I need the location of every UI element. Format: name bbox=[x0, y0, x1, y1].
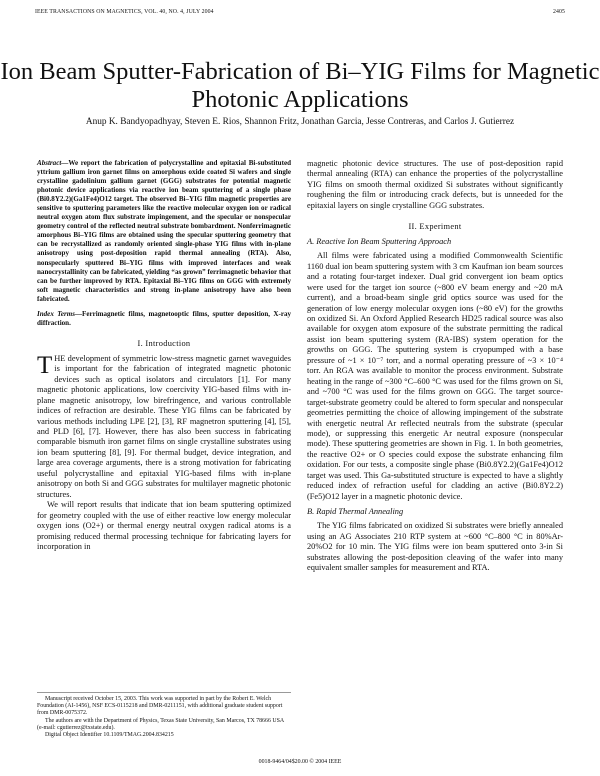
index-terms-text: Ferrimagnetic films, magnetooptic films, sputter deposition, X-ray diffraction. bbox=[37, 309, 291, 327]
index-terms bbox=[37, 310, 291, 328]
experiment-paragraph-a: All films were fabricated using a modified Commonwealth Scientific 1160 dual ion beam sputtering system with 3 cm Kaufman ion beam sources and a rotating four-target indexer. Dual grid convergent ion beam optics were used for the target ion source (~800 eV beam energy and ~20 mA current), and a broad-beam single grid optics source was used for the generation of low energy molecular oxygen ions (~80 eV) for the growths on oxidized Si. An Oxford Applied Research HD25 radical source was also available for oxygen atom exposure of the substrate permitting the radical assist ion beam sputtering system (RA-IBS) system operation for the growths on GGG. The sputtering system is cryopumped with a base pressure of ~1 × 10⁻⁷ torr, and a normal operating pressure of ~3 × 10⁻⁴ torr. An RGA was available to monitor the process environment. Substrate heating in the range of ~300 °C–600 °C was used for the films grown on Si, and ~700 °C was used for the films grown on GGG. The target source-target-substrate geometry could be altered to form specular and nonspecular geometries permitting the choice of allowing impingement of the substrate with energetic neutral Ar reflected neutrals from the substrate (specular mode), or suppressing this energetic Ar neutral exposure (nonspecular mode). These sputtering geometries are shown in Fig. 1. In both geometries, the reactive O2+ or O species could expose the substrate enhancing film oxidation. For our tests, a composite single phase (Bi0.8Y2.2)(Ga1Fe4)O12 target was used. This Ga-substituted structure is expected to have a slightly reduced index of refraction useful for cladding an active (Bi0.8Y2.2)(Fe5)O12 layer in a magnetic photonic device. bbox=[307, 251, 563, 501]
left-column bbox=[37, 159, 291, 552]
footnote-manuscript: Manuscript received October 15, 2003. This work was supported in part by the Robert E. Welch Foundation (AI-1456), NSF ECS-0115218 and DMR-0211151, with additional graduate student support from DMR-0075372. bbox=[37, 696, 283, 717]
index-terms-lead: Index Terms— bbox=[37, 309, 83, 318]
intro-paragraph-1-text: HE development of symmetric low-stress magnetic garnet waveguides is important for the fabrication of integrated magnetic photonic devices such as optical isolators and circulators [1]. For many magnetic photonic applications, low coercivity YIG-based films with in-plane magnetic anisotropy, low birefringence, and various controllable indices of refraction are desirable. These YIG films can be fabricated by various methods including LPE [2], [3], RF magnetron sputtering [4], [5], and PLD [6], [7]. However, there has also been success in fabricating comparable bismuth iron garnet films on single crystalline substrates using ion beam sputtering [8], [9]. For thermal budget, device integration, and large area coverage arguments, there is a strong motivation for fabricating useful polycrystalline and epitaxial YIG-based films with in-plane anisotropy on both Si and GGG substrates for multilayer magnetic photonic structures. bbox=[37, 353, 291, 499]
journal-name: IEEE TRANSACTIONS ON MAGNETICS, VOL. 40, NO. 4, JULY 2004 bbox=[35, 9, 214, 15]
intro-continuation: magnetic photonic device structures. The use of post-deposition rapid thermal annealing (RTA) can enhance the properties of the polycrystalline YIG films on smooth thermal oxidized Si substrates without significantly roughening the film or introducing crack defects, but is unneeded for the epitaxial layers on single crystalline GGG substrates. bbox=[307, 159, 563, 210]
subsection-heading-a: A. Reactive Ion Beam Sputtering Approach bbox=[307, 237, 452, 247]
abstract bbox=[37, 159, 291, 304]
copyright-line: 0018-9464/04$20.00 © 2004 IEEE bbox=[258, 759, 342, 765]
subsection-heading-b: B. Rapid Thermal Annealing bbox=[307, 507, 404, 517]
drop-cap: T bbox=[37, 351, 53, 379]
section-heading-introduction: I. Introduction bbox=[137, 338, 191, 348]
author-list: Anup K. Bandyopadhyay, Steven E. Rios, Shannon Fritz, Jonathan Garcia, Jesse Contreras, and Carlos J. Gutierrez bbox=[85, 117, 515, 127]
running-header bbox=[35, 9, 565, 19]
intro-paragraph-1 bbox=[37, 351, 291, 500]
abstract-text: We report the fabrication of polycrystalline and epitaxial Bi-substituted yttrium gallium iron garnet films on amorphous oxide coated Si wafers and single crystalline gadolinium gallium garnet (GGG) substrates for potential magnetic photonic device applications via reactive ion beam sputtering of a single phase (Bi0.8Y2.2)(Ga1Fe4)O12 target. The observed Bi–YIG film magnetic properties are sensitive to sputtering parameters like the reactive molecular oxygen ion or radical neutral oxygen atom flux substrate impingement, and the specular or nonspecular geometry control of the reflected neutral substrate bombardment. Nonferrimagnetic amorphous Bi–YIG films are obtained using the specular sputtering geometry that can be recrystallized as randomly oriented single-phase YIG films with in-plane anisotropy using post-deposition rapid thermal annealing (RTA). Also, nonspecularly sputtered Bi–YIG films with improved interfaces and weak nanocrystallinity can be fabricated, yielding “as grown” ferrimagnetic behavior that can be further improved by RTA. Epitaxial Bi–YIG films on GGG with extremely soft magnetic characteristics and strong in-plane anisotropy have also been fabricated. bbox=[37, 159, 291, 303]
experiment-paragraph-b: The YIG films fabricated on oxidized Si substrates were briefly annealed using an AG Associates 210 RTP system at ~600 °C–800 °C in 80%Ar-20%O2 for 10 min. The YIG films were ion beam sputtered onto 3-in Si substrates allowing the post-deposition cleaving of the wafer into many equivalent smaller samples for measurement and RTA. bbox=[307, 521, 563, 572]
footnote bbox=[37, 692, 291, 739]
section-heading-experiment: II. Experiment bbox=[408, 222, 462, 232]
abstract-lead: Abstract— bbox=[37, 159, 69, 167]
paper-title: Ion Beam Sputter-Fabrication of Bi–YIG Films for Magnetic Photonic Applications bbox=[0, 58, 600, 113]
page-number: 2405 bbox=[553, 9, 565, 15]
footnote-doi: Digital Object Identifier 10.1109/TMAG.2004.834215 bbox=[45, 732, 174, 739]
intro-paragraph-2: We will report results that indicate that ion beam sputtering optimized for geometry coupled with the use of either reactive low energy molecular oxygen ions (O2+) or thermal energy neutral oxygen radical atoms is a promising reduced thermal processing technique for fabricating layers for incorporation in bbox=[37, 500, 291, 551]
footnote-affiliation: The authors are with the Department of Physics, Texas State University, San Marcos, TX 78666 USA (e-mail: cgutierrez@txstate.edu). bbox=[37, 717, 284, 731]
right-column bbox=[307, 159, 563, 573]
